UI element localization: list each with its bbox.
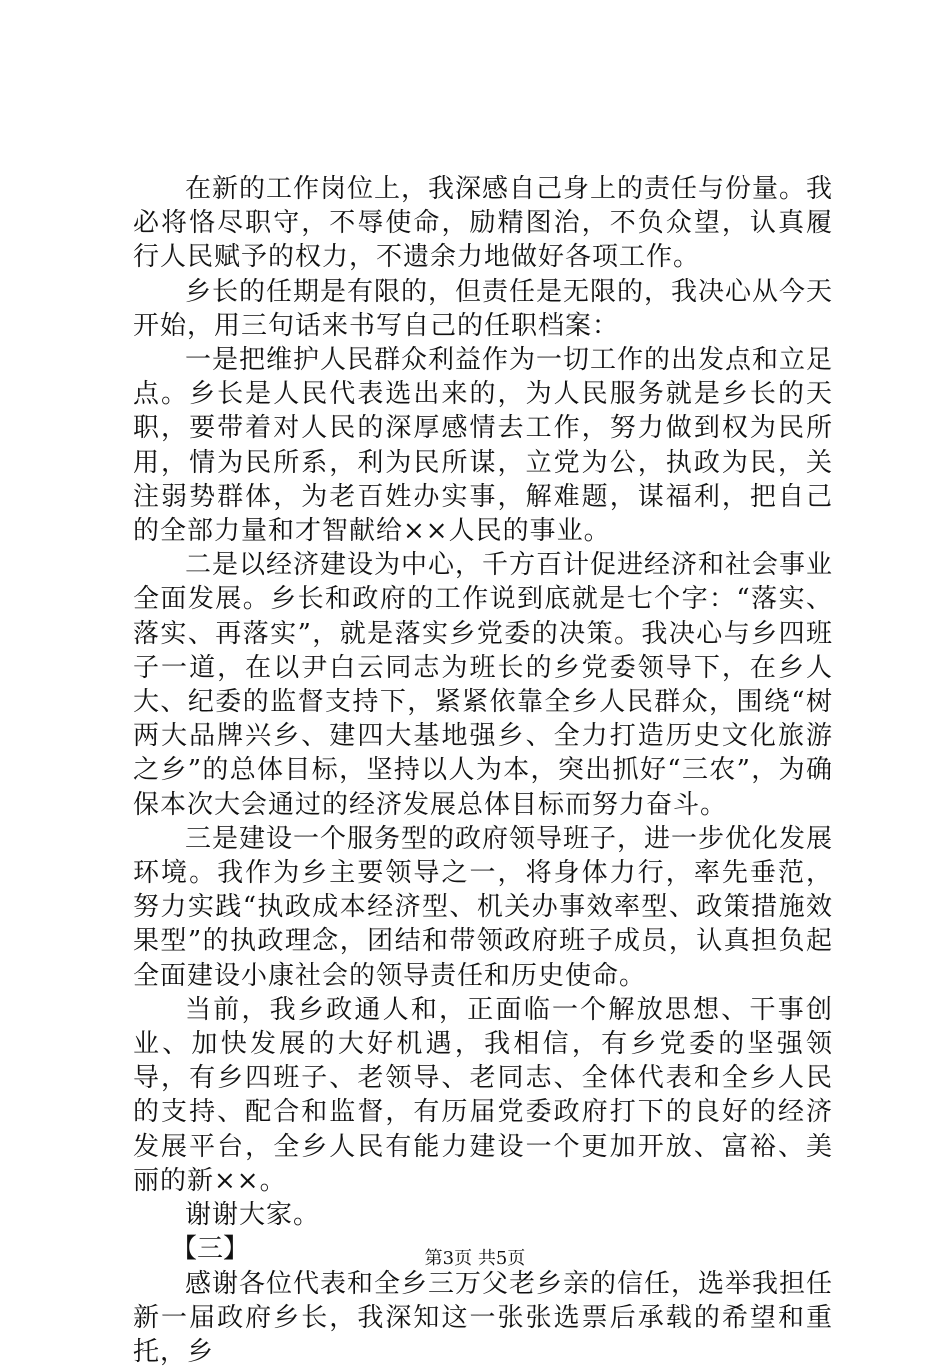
page-number-footer: 第3页 共5页: [0, 1244, 950, 1270]
paragraph-point-two: 二是以经济建设为中心，千方百计促进经济和社会事业全面发展。乡长和政府的工作说到底就是七个字：“落实、落实、再落实”，就是落实乡党委的决策。我决心与乡四班子一道，在以尹白云同志为班长的乡党委领导下，在乡人大、纪委的监督支持下，紧紧依靠全乡人民群众，围绕“树两大品牌兴乡、建四大基地强乡、全力打造历史文化旅游之乡”的总体目标，坚持以人为本，突出抓好“三农”，为确保本次大会通过的经济发展总体目标而努力奋斗。: [133, 548, 833, 822]
paragraph-current-situation: 当前，我乡政通人和，正面临一个解放思想、干事创业、加快发展的大好机遇，我相信，有乡党委的坚强领导，有乡四班子、老领导、老同志、全体代表和全乡人民的支持、配合和监督，有历届党委政府打下的良好的经济发展平台，全乡人民有能力建设一个更加开放、富裕、美丽的新××。: [133, 993, 833, 1198]
paragraph-closing: 感谢各位代表和全乡三万父老乡亲的信任，选举我担任新一届政府乡长，我深知这一张张选票后承载的希望和重托，乡: [133, 1267, 833, 1369]
paragraph-point-one: 一是把维护人民群众利益作为一切工作的出发点和立足点。乡长是人民代表选出来的，为人民服务就是乡长的天职，要带着对人民的深厚感情去工作，努力做到权为民所用，情为民所系，利为民所谋，立党为公，执政为民，关注弱势群体，为老百姓办实事，解难题，谋福利，把自己的全部力量和才智献给××人民的事业。: [133, 343, 833, 548]
paragraph-term-of-office: 乡长的任期是有限的，但责任是无限的，我决心从今天开始，用三句话来书写自己的任职档案：: [133, 275, 833, 343]
paragraph-responsibility: 在新的工作岗位上，我深感自己身上的责任与份量。我必将恪尽职守，不辱使命，励精图治，不负众望，认真履行人民赋予的权力，不遗余力地做好各项工作。: [133, 172, 833, 275]
document-body: [133, 172, 833, 1369]
section-heading: 【三】: [133, 1232, 833, 1266]
paragraph-point-three: 三是建设一个服务型的政府领导班子，进一步优化发展环境。我作为乡主要领导之一，将身体力行，率先垂范，努力实践“执政成本经济型、机关办事效率型、政策措施效果型”的执政理念，团结和带领政府班子成员，认真担负起全面建设小康社会的领导责任和历史使命。: [133, 822, 833, 993]
paragraph-thanks: 谢谢大家。: [133, 1198, 833, 1232]
